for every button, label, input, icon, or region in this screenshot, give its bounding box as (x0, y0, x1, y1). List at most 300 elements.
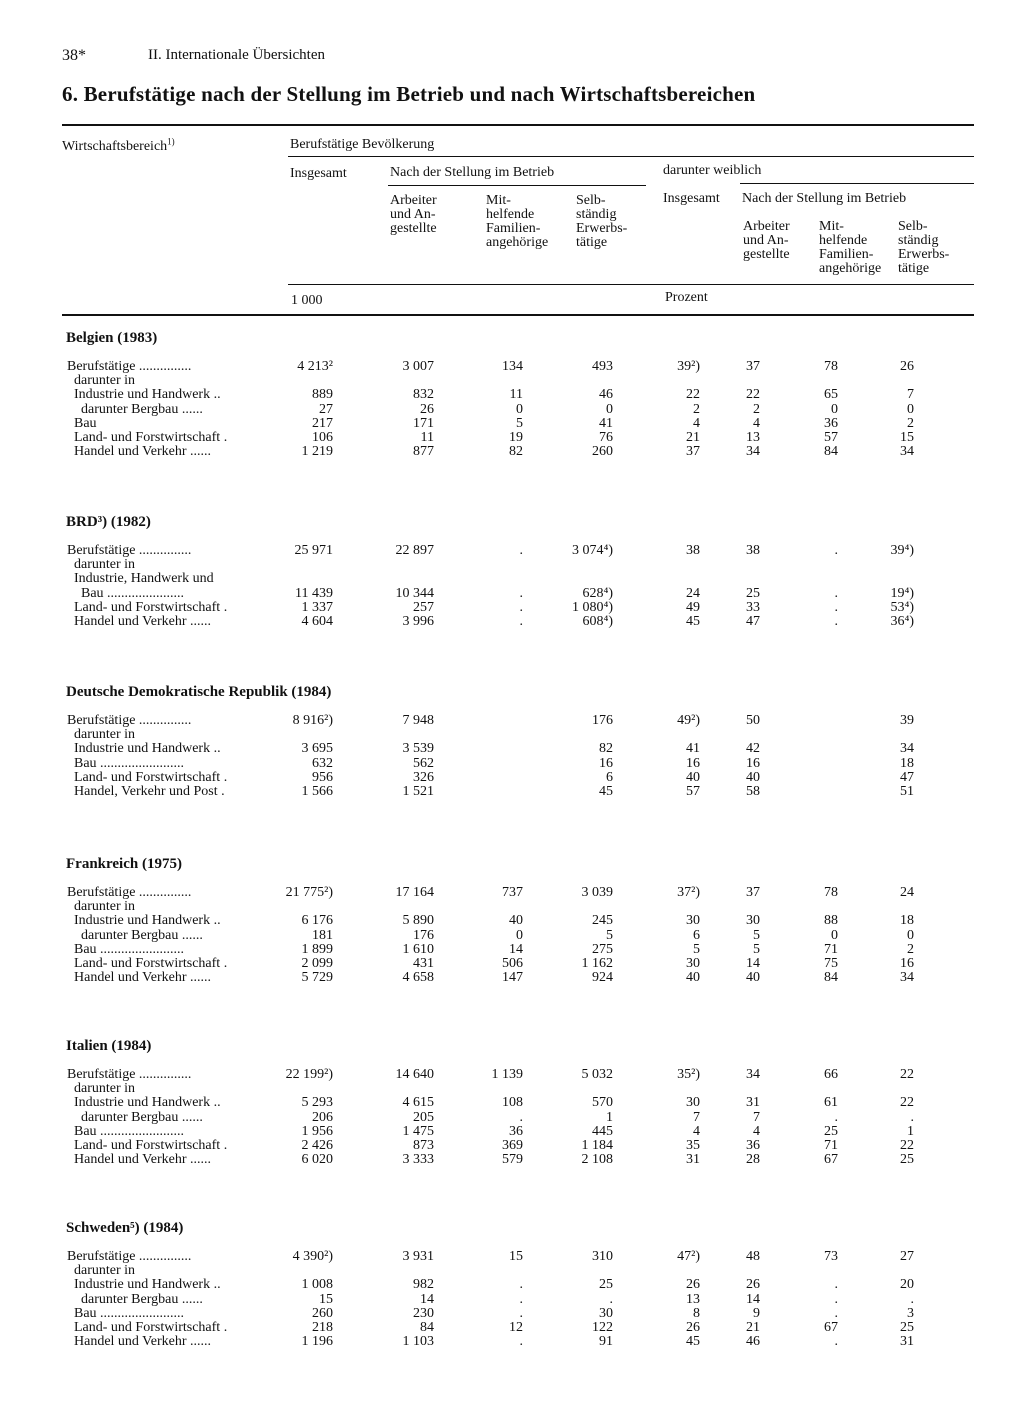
cell-arbeiter: 11 (420, 430, 434, 445)
header-mithelfende-w-l1: Mit- (819, 219, 844, 234)
cell-selbstaendig: 1 162 (581, 956, 613, 971)
row-label: Handel und Verkehr ...... (67, 1152, 211, 1168)
header-insgesamt-w: Insgesamt (663, 191, 720, 206)
cell-weiblich-mithelfende: 75 (824, 956, 838, 971)
cell-weiblich-selbstaendig: 1 (907, 1123, 914, 1139)
cell-weiblich-mithelfende: 88 (824, 913, 838, 929)
cell-weiblich-insgesamt: 6 (693, 927, 700, 943)
cell-weiblich-arbeiter: 36 (746, 1138, 760, 1153)
cell-weiblich-insgesamt: 30 (686, 913, 700, 929)
cell-mithelfende: 1 139 (491, 1067, 523, 1082)
cell-insgesamt: 5 293 (301, 1095, 333, 1111)
cell-arbeiter: 10 344 (395, 585, 434, 601)
cell-selbstaendig: 310 (592, 1249, 613, 1264)
row-label: Berufstätige ............... (67, 713, 192, 728)
cell-weiblich-selbstaendig: 39 (900, 713, 914, 728)
cell-insgesamt: 5 729 (301, 970, 333, 986)
cell-weiblich-insgesamt: 30 (686, 1095, 700, 1111)
row-label: Industrie, Handwerk und (67, 571, 214, 587)
table-row (0, 601, 1024, 615)
cell-insgesamt: 11 439 (295, 585, 333, 601)
cell-weiblich-insgesamt: 4 (693, 415, 700, 431)
cell-mithelfende: 15 (509, 1249, 523, 1264)
cell-mithelfende: 82 (509, 444, 523, 460)
cell-weiblich-insgesamt: 26 (686, 1320, 700, 1335)
cell-weiblich-arbeiter: 5 (753, 941, 760, 957)
cell-insgesamt: 6 020 (301, 1152, 333, 1168)
table-row (0, 714, 1024, 728)
row-label: Industrie und Handwerk .. (67, 1277, 221, 1293)
cell-weiblich-mithelfende: 36 (824, 415, 838, 431)
cell-mithelfende: . (519, 614, 523, 629)
cell-weiblich-mithelfende: 84 (824, 970, 838, 986)
table-row (0, 572, 1024, 586)
table-row (0, 1293, 1024, 1307)
cell-insgesamt: 4 604 (301, 614, 333, 629)
row-label: Berufstätige ............... (67, 359, 192, 374)
row-label: Bau ........................ (67, 1305, 185, 1321)
table-row (0, 360, 1024, 374)
cell-insgesamt: 106 (312, 430, 333, 445)
cell-weiblich-mithelfende: 84 (824, 444, 838, 460)
cell-weiblich-selbstaendig: 0 (907, 927, 914, 943)
cell-insgesamt: 218 (312, 1320, 333, 1335)
cell-weiblich-mithelfende: 67 (824, 1320, 838, 1335)
cell-weiblich-insgesamt: 13 (686, 1291, 700, 1307)
cell-weiblich-selbstaendig: 47 (900, 769, 914, 785)
cell-weiblich-mithelfende: 73 (824, 1249, 838, 1264)
cell-mithelfende: 737 (502, 885, 523, 900)
cell-weiblich-selbstaendig: 53⁴) (890, 599, 914, 615)
cell-mithelfende: 147 (502, 970, 523, 986)
table-row (0, 1321, 1024, 1335)
cell-mithelfende: 134 (502, 359, 523, 374)
row-label: Bau ........................ (67, 1123, 185, 1139)
cell-insgesamt: 260 (312, 1305, 333, 1321)
cell-weiblich-arbeiter: 34 (746, 444, 760, 460)
cell-weiblich-insgesamt: 47²) (677, 1249, 700, 1264)
cell-weiblich-arbeiter: 50 (746, 713, 760, 728)
cell-weiblich-selbstaendig: 25 (900, 1320, 914, 1335)
cell-selbstaendig: 3 074⁴) (571, 543, 613, 558)
cell-weiblich-mithelfende: . (834, 1334, 838, 1350)
cell-selbstaendig: 25 (599, 1277, 613, 1293)
cell-arbeiter: 562 (413, 755, 434, 771)
cell-selbstaendig: 1 184 (581, 1138, 613, 1153)
cell-weiblich-arbeiter: 9 (753, 1305, 760, 1321)
row-label: Handel und Verkehr ...... (67, 1334, 211, 1350)
cell-selbstaendig: 5 (606, 927, 613, 943)
cell-weiblich-mithelfende: 78 (824, 885, 838, 900)
table-row (0, 943, 1024, 957)
cell-mithelfende: 36 (509, 1123, 523, 1139)
cell-weiblich-mithelfende: . (834, 543, 838, 558)
cell-arbeiter: 26 (420, 401, 434, 417)
row-label: Bau ...................... (67, 585, 185, 601)
cell-weiblich-arbeiter: 16 (746, 755, 760, 771)
row-label: Land- und Forstwirtschaft . (67, 1138, 228, 1153)
row-label: darunter in (67, 1081, 136, 1097)
cell-arbeiter: 22 897 (395, 543, 434, 558)
cell-arbeiter: 1 103 (402, 1334, 434, 1350)
rule-under-nach-stellung-w (740, 183, 974, 184)
cell-weiblich-selbstaendig: 34 (900, 741, 914, 757)
cell-weiblich-arbeiter: 7 (753, 1109, 760, 1125)
cell-selbstaendig: 76 (599, 430, 613, 445)
cell-weiblich-selbstaendig: 24 (900, 885, 914, 900)
table-row (0, 587, 1024, 601)
header-arbeiter-l1: Arbeiter (390, 193, 437, 208)
header-selbstaendig-w-l2: ständig (898, 233, 939, 248)
cell-selbstaendig: 91 (599, 1334, 613, 1350)
cell-weiblich-mithelfende: . (834, 1291, 838, 1307)
table-row (0, 445, 1024, 459)
cell-weiblich-selbstaendig: 15 (900, 430, 914, 445)
row-label: Berufstätige ............... (67, 1067, 192, 1082)
cell-arbeiter: 1 521 (402, 784, 434, 799)
cell-mithelfende: . (519, 543, 523, 558)
header-nach-stellung: Nach der Stellung im Betrieb (390, 165, 555, 180)
table-row (0, 388, 1024, 402)
cell-weiblich-mithelfende: 0 (831, 401, 838, 417)
cell-weiblich-selbstaendig: 16 (900, 956, 914, 971)
cell-weiblich-arbeiter: 22 (746, 387, 760, 403)
cell-insgesamt: 956 (312, 769, 333, 785)
cell-insgesamt: 4 213² (297, 359, 333, 374)
row-label: Berufstätige ............... (67, 885, 192, 900)
cell-weiblich-selbstaendig: 22 (900, 1067, 914, 1082)
cell-insgesamt: 22 199²) (285, 1067, 333, 1082)
cell-selbstaendig: 608⁴) (582, 614, 613, 629)
cell-selbstaendig: 275 (592, 941, 613, 957)
cell-weiblich-insgesamt: 21 (686, 430, 700, 445)
cell-weiblich-selbstaendig: 3 (907, 1305, 914, 1321)
header-mithelfende-l4: angehörige (486, 235, 549, 250)
cell-weiblich-mithelfende: 57 (824, 430, 838, 445)
row-label: Industrie und Handwerk .. (67, 913, 221, 929)
cell-selbstaendig: 5 032 (581, 1067, 613, 1082)
cell-arbeiter: 205 (413, 1109, 434, 1125)
cell-weiblich-arbeiter: 25 (746, 585, 760, 601)
row-label: Land- und Forstwirtschaft . (67, 956, 228, 971)
header-selbstaendig-w-l3: Erwerbs- (898, 247, 950, 262)
cell-arbeiter: 832 (413, 387, 434, 403)
cell-insgesamt: 1 008 (301, 1277, 333, 1293)
cell-insgesamt: 889 (312, 387, 333, 403)
cell-selbstaendig: 1 080⁴) (571, 599, 613, 615)
cell-weiblich-insgesamt: 40 (686, 769, 700, 785)
cell-weiblich-selbstaendig: 22 (900, 1095, 914, 1111)
table-row (0, 615, 1024, 629)
header-mithelfende-l1: Mit- (486, 193, 511, 208)
cell-weiblich-insgesamt: 45 (686, 614, 700, 629)
cell-selbstaendig: 41 (599, 415, 613, 431)
cell-weiblich-arbeiter: 2 (753, 401, 760, 417)
cell-selbstaendig: 16 (599, 755, 613, 771)
cell-selbstaendig: 122 (592, 1320, 613, 1335)
cell-weiblich-selbstaendig: 26 (900, 359, 914, 374)
cell-arbeiter: 326 (413, 769, 434, 785)
cell-mithelfende: 369 (502, 1138, 523, 1153)
cell-selbstaendig: 30 (599, 1305, 613, 1321)
cell-selbstaendig: 260 (592, 444, 613, 460)
cell-insgesamt: 632 (312, 755, 333, 771)
cell-insgesamt: 1 196 (301, 1334, 333, 1350)
cell-weiblich-arbeiter: 48 (746, 1249, 760, 1264)
cell-mithelfende: 108 (502, 1095, 523, 1111)
header-arbeiter-w-l3: gestellte (743, 247, 790, 262)
rule-under-nach-stellung (388, 185, 646, 186)
cell-mithelfende: 19 (509, 430, 523, 445)
cell-arbeiter: 171 (413, 415, 434, 431)
cell-mithelfende: . (519, 1291, 523, 1307)
cell-weiblich-insgesamt: 7 (693, 1109, 700, 1125)
cell-weiblich-insgesamt: 37 (686, 444, 700, 460)
table-row (0, 1125, 1024, 1139)
cell-insgesamt: 181 (312, 927, 333, 943)
cell-arbeiter: 176 (413, 927, 434, 943)
cell-weiblich-insgesamt: 45 (686, 1334, 700, 1350)
cell-weiblich-arbeiter: 40 (746, 769, 760, 785)
row-label: darunter in (67, 727, 136, 743)
cell-mithelfende: 40 (509, 913, 523, 929)
cell-weiblich-selbstaendig: 19⁴) (890, 585, 914, 601)
header-selbstaendig-l3: Erwerbs- (576, 221, 628, 236)
cell-weiblich-arbeiter: 21 (746, 1320, 760, 1335)
cell-insgesamt: 6 176 (301, 913, 333, 929)
cell-weiblich-mithelfende: 65 (824, 387, 838, 403)
cell-weiblich-insgesamt: 2 (693, 401, 700, 417)
cell-insgesamt: 2 426 (301, 1138, 333, 1153)
table-row (0, 431, 1024, 445)
cell-mithelfende: 506 (502, 956, 523, 971)
cell-weiblich-mithelfende: . (834, 1305, 838, 1321)
cell-selbstaendig: 2 108 (581, 1152, 613, 1168)
running-head: II. Internationale Übersichten (148, 47, 326, 63)
header-mithelfende-w-l2: helfende (819, 233, 868, 248)
cell-weiblich-insgesamt: 38 (686, 543, 700, 558)
cell-weiblich-arbeiter: 46 (746, 1334, 760, 1350)
table-row (0, 971, 1024, 985)
cell-arbeiter: 7 948 (402, 713, 434, 728)
cell-weiblich-arbeiter: 40 (746, 970, 760, 986)
table-row (0, 1264, 1024, 1278)
table-row (0, 1153, 1024, 1167)
cell-insgesamt: 1 219 (301, 444, 333, 460)
row-label: Handel, Verkehr und Post . (67, 784, 225, 799)
cell-weiblich-selbstaendig: 22 (900, 1138, 914, 1153)
header-selbstaendig-w-l4: tätige (898, 261, 930, 276)
cell-weiblich-mithelfende: 25 (824, 1123, 838, 1139)
cell-weiblich-insgesamt: 22 (686, 387, 700, 403)
cell-weiblich-selbstaendig: 27 (900, 1249, 914, 1264)
cell-weiblich-selbstaendig: 31 (900, 1334, 914, 1350)
table-row (0, 886, 1024, 900)
row-label: Handel und Verkehr ...... (67, 970, 211, 986)
cell-weiblich-arbeiter: 13 (746, 430, 760, 445)
header-selbstaendig-w-l1: Selb- (898, 219, 928, 234)
cell-weiblich-insgesamt: 49 (686, 599, 700, 615)
cell-weiblich-arbeiter: 58 (746, 784, 760, 799)
cell-selbstaendig: 3 039 (581, 885, 613, 900)
header-arbeiter-l3: gestellte (390, 221, 437, 236)
cell-weiblich-selbstaendig: 34 (900, 444, 914, 460)
cell-insgesamt: 217 (312, 415, 333, 431)
table-row (0, 1307, 1024, 1321)
cell-weiblich-mithelfende: 66 (824, 1067, 838, 1082)
table-row (0, 728, 1024, 742)
cell-insgesamt: 21 775²) (285, 885, 333, 900)
row-label: Land- und Forstwirtschaft . (67, 599, 228, 615)
header-bottom-rule (62, 314, 974, 316)
cell-weiblich-selbstaendig: 36⁴) (890, 614, 914, 629)
cell-weiblich-insgesamt: 35²) (677, 1067, 700, 1082)
cell-mithelfende: 0 (516, 927, 523, 943)
cell-weiblich-arbeiter: 31 (746, 1095, 760, 1111)
cell-arbeiter: 4 658 (402, 970, 434, 986)
cell-insgesamt: 1 566 (301, 784, 333, 799)
row-label: Industrie und Handwerk .. (67, 1095, 221, 1111)
cell-mithelfende: . (519, 1305, 523, 1321)
cell-weiblich-mithelfende: 71 (824, 941, 838, 957)
cell-weiblich-arbeiter: 4 (753, 415, 760, 431)
header-selbstaendig-l2: ständig (576, 207, 617, 222)
cell-weiblich-mithelfende: . (834, 585, 838, 601)
cell-weiblich-arbeiter: 14 (746, 1291, 760, 1307)
table-row (0, 785, 1024, 799)
cell-weiblich-selbstaendig: 25 (900, 1152, 914, 1168)
country-title: Frankreich (1975) (66, 856, 182, 872)
cell-weiblich-arbeiter: 5 (753, 927, 760, 943)
row-label: darunter Bergbau ...... (67, 401, 203, 417)
cell-weiblich-arbeiter: 42 (746, 741, 760, 757)
cell-insgesamt: 1 956 (301, 1123, 333, 1139)
cell-selbstaendig: 570 (592, 1095, 613, 1111)
cell-weiblich-selbstaendig: . (910, 1109, 914, 1125)
cell-arbeiter: 1 610 (402, 941, 434, 957)
cell-selbstaendig: 628⁴) (582, 585, 613, 601)
cell-weiblich-arbeiter: 34 (746, 1067, 760, 1082)
header-mithelfende-w-l3: Familien- (819, 247, 874, 262)
table-row (0, 757, 1024, 771)
cell-mithelfende: 579 (502, 1152, 523, 1168)
cell-insgesamt: 206 (312, 1109, 333, 1125)
row-label: Bau ........................ (67, 755, 185, 771)
row-label: darunter in (67, 899, 136, 915)
table-row (0, 1068, 1024, 1082)
cell-weiblich-mithelfende: . (834, 614, 838, 629)
cell-arbeiter: 230 (413, 1305, 434, 1321)
cell-weiblich-selbstaendig: 18 (900, 913, 914, 929)
cell-arbeiter: 14 640 (395, 1067, 434, 1082)
cell-weiblich-arbeiter: 37 (746, 885, 760, 900)
cell-arbeiter: 431 (413, 956, 434, 971)
row-label: Industrie und Handwerk .. (67, 387, 221, 403)
row-label: darunter Bergbau ...... (67, 1109, 203, 1125)
row-label: Land- und Forstwirtschaft . (67, 769, 228, 785)
cell-selbstaendig: 6 (606, 769, 613, 785)
row-label: Land- und Forstwirtschaft . (67, 430, 228, 445)
page-number: 38* (62, 47, 86, 64)
header-nach-stellung-w: Nach der Stellung im Betrieb (742, 191, 907, 206)
cell-mithelfende: 0 (516, 401, 523, 417)
header-selbstaendig-l4: tätige (576, 235, 608, 250)
cell-mithelfende: . (519, 1109, 523, 1125)
header-arbeiter-l2: und An- (390, 207, 436, 222)
table-row (0, 1335, 1024, 1349)
row-label: Bau (67, 415, 97, 431)
cell-weiblich-insgesamt: 24 (686, 585, 700, 601)
cell-weiblich-insgesamt: 26 (686, 1277, 700, 1293)
row-label: Bau ........................ (67, 941, 185, 957)
cell-selbstaendig: 46 (599, 387, 613, 403)
header-mithelfende-l3: Familien- (486, 221, 541, 236)
cell-weiblich-selbstaendig: 2 (907, 415, 914, 431)
table-row (0, 929, 1024, 943)
header-mithelfende-l2: helfende (486, 207, 535, 222)
cell-arbeiter: 5 890 (402, 913, 434, 929)
row-label: darunter in (67, 1263, 136, 1279)
table-row (0, 957, 1024, 971)
cell-weiblich-selbstaendig: 34 (900, 970, 914, 986)
row-label: Berufstätige ............... (67, 1249, 192, 1264)
cell-arbeiter: 257 (413, 599, 434, 615)
cell-arbeiter: 14 (420, 1291, 434, 1307)
cell-arbeiter: 877 (413, 444, 434, 460)
cell-weiblich-insgesamt: 5 (693, 941, 700, 957)
cell-weiblich-insgesamt: 49²) (677, 713, 700, 728)
table-row (0, 1250, 1024, 1264)
cell-weiblich-mithelfende: 78 (824, 359, 838, 374)
unit-thousand: 1 000 (291, 293, 323, 308)
cell-arbeiter: 4 615 (402, 1095, 434, 1111)
cell-weiblich-mithelfende: 61 (824, 1095, 838, 1111)
cell-weiblich-insgesamt: 57 (686, 784, 700, 799)
cell-weiblich-arbeiter: 38 (746, 543, 760, 558)
cell-arbeiter: 873 (413, 1138, 434, 1153)
row-label: Handel und Verkehr ...... (67, 614, 211, 629)
cell-weiblich-insgesamt: 31 (686, 1152, 700, 1168)
cell-weiblich-insgesamt: 35 (686, 1138, 700, 1153)
table-row (0, 403, 1024, 417)
cell-insgesamt: 27 (319, 401, 333, 417)
table-row (0, 544, 1024, 558)
table-row (0, 558, 1024, 572)
table-title: 6. Berufstätige nach der Stellung im Betrieb und nach Wirtschaftsbereichen (62, 82, 756, 106)
cell-selbstaendig: 924 (592, 970, 613, 986)
cell-arbeiter: 84 (420, 1320, 434, 1335)
cell-insgesamt: 25 971 (294, 543, 333, 558)
cell-selbstaendig: . (609, 1291, 613, 1307)
cell-weiblich-mithelfende: 67 (824, 1152, 838, 1168)
unit-percent: Prozent (665, 290, 708, 305)
cell-weiblich-insgesamt: 39²) (677, 359, 700, 374)
cell-selbstaendig: 82 (599, 741, 613, 757)
cell-weiblich-selbstaendig: 18 (900, 755, 914, 771)
cell-arbeiter: 3 333 (402, 1152, 434, 1168)
row-label: Handel und Verkehr ...... (67, 444, 211, 460)
country-title: Deutsche Demokratische Republik (1984) (66, 684, 332, 700)
table-row (0, 374, 1024, 388)
row-label: Land- und Forstwirtschaft . (67, 1320, 228, 1335)
cell-selbstaendig: 45 (599, 784, 613, 799)
cell-weiblich-insgesamt: 8 (693, 1305, 700, 1321)
table-row (0, 1096, 1024, 1110)
cell-insgesamt: 8 916²) (292, 713, 333, 728)
row-label: Berufstätige ............... (67, 543, 192, 558)
cell-mithelfende: 14 (509, 941, 523, 957)
cell-arbeiter: 3 539 (402, 741, 434, 757)
